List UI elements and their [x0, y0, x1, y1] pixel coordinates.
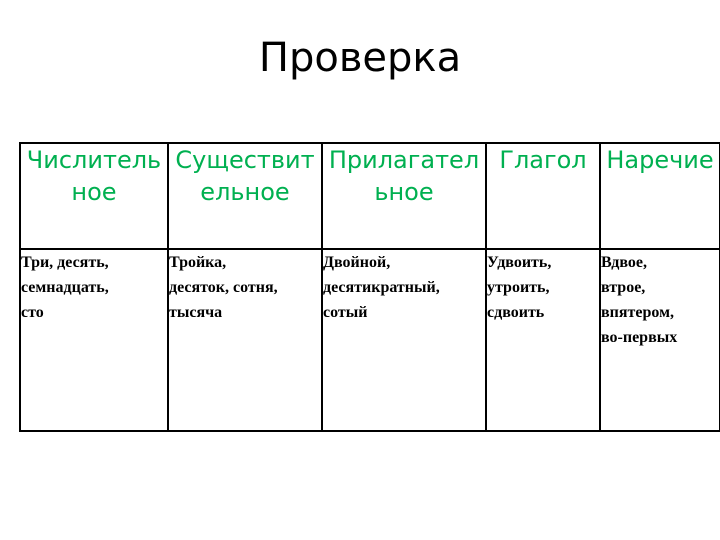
- slide-title: Проверка: [258, 35, 462, 81]
- cell-line: десятикратный,: [323, 279, 440, 296]
- cell-numeral-examples: [20, 249, 168, 431]
- parts-of-speech-table: [19, 142, 720, 432]
- header-cell-noun: [168, 143, 322, 249]
- cell-line: сотый: [323, 304, 368, 321]
- cell-line: Двойной,: [323, 254, 391, 271]
- header-cell-adjective: [322, 143, 486, 249]
- header-line: Существит: [175, 146, 315, 174]
- table-row: [20, 249, 720, 431]
- header-line: Наречие: [606, 146, 714, 174]
- header-cell-adverb: [600, 143, 720, 249]
- cell-line: семнадцать,: [21, 279, 109, 296]
- cell-line: сдвоить: [487, 304, 545, 321]
- cell-line: утроить,: [487, 279, 550, 296]
- cell-adverb-examples: [600, 249, 720, 431]
- cell-adjective-examples: [322, 249, 486, 431]
- header-line: ное: [71, 178, 117, 206]
- header-cell-numeral: [20, 143, 168, 249]
- cell-line: во-первых: [601, 329, 678, 346]
- cell-line: втрое,: [601, 279, 646, 296]
- cell-noun-examples: [168, 249, 322, 431]
- header-line: Прилагател: [328, 146, 480, 174]
- cell-line: Три, десять,: [21, 254, 109, 271]
- cell-line: Удвоить,: [487, 254, 552, 271]
- cell-line: сто: [21, 304, 44, 321]
- header-line: ьное: [374, 178, 434, 206]
- cell-verb-examples: [486, 249, 600, 431]
- header-line: Числитель: [26, 146, 162, 174]
- header-line: Глагол: [499, 146, 587, 174]
- cell-line: Тройка,: [169, 254, 227, 271]
- header-line: ельное: [200, 178, 290, 206]
- cell-line: десяток, сотня,: [169, 279, 278, 296]
- cell-line: Вдвое,: [601, 254, 647, 271]
- cell-line: впятером,: [601, 304, 674, 321]
- header-cell-verb: [486, 143, 600, 249]
- header-row: [20, 143, 720, 249]
- cell-line: тысяча: [169, 304, 223, 321]
